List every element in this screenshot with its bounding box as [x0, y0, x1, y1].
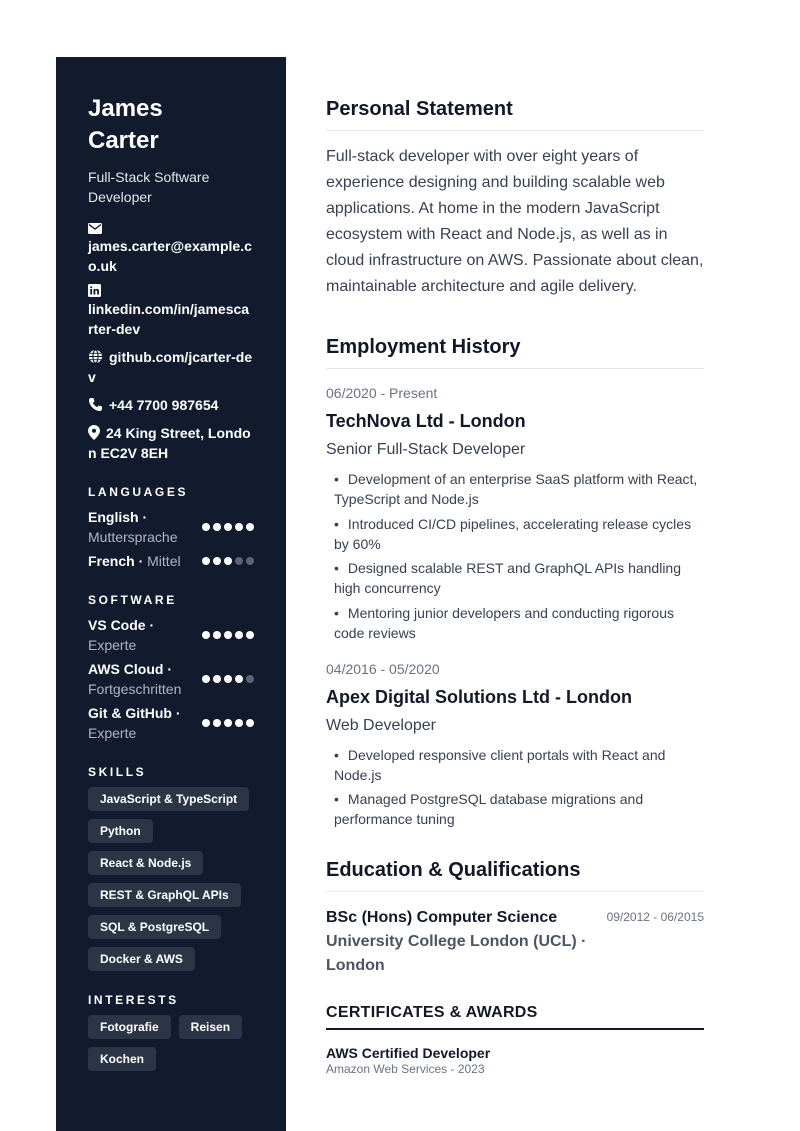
job-company: Apex Digital Solutions Ltd - London: [326, 686, 632, 707]
job-bullets: [326, 469, 704, 643]
job-bullet: • Introduced CI/CD pipelines, accelerating release cycles by 60%: [334, 514, 704, 554]
job-bullet: • Mentoring junior developers and conducting rigorous code reviews: [334, 603, 704, 643]
rating-dot-filled: [202, 631, 210, 639]
software-label: AWS Cloud · Fortgeschritten: [88, 661, 182, 697]
interests-heading: INTERESTS: [88, 993, 179, 1007]
software-heading: SOFTWARE: [88, 593, 177, 607]
software-row: [88, 615, 254, 655]
job-role: Senior Full-Stack Developer: [326, 441, 526, 458]
language-label: English · Muttersprache: [88, 509, 178, 545]
rating-dot-empty: [246, 675, 254, 683]
envelope-icon: [88, 223, 254, 234]
job-entry: [326, 383, 704, 643]
rating-dot-filled: [235, 631, 243, 639]
job-bullets: [326, 745, 704, 830]
linkedin-icon: [88, 284, 254, 297]
contact-address-text: 24 King Street, London EC2V 8EH: [88, 425, 251, 461]
sidebar: [56, 57, 286, 1131]
contact-github-text: github.com/jcarter-dev: [88, 349, 253, 385]
skills-tags: [88, 787, 254, 971]
rating-dot-empty: [235, 557, 243, 565]
rating-dot-filled: [202, 523, 210, 531]
main-content: [326, 98, 704, 1076]
rating-dots: [202, 675, 254, 683]
contact-list: [88, 223, 254, 463]
languages-heading: LANGUAGES: [88, 485, 189, 499]
globe-icon: [88, 349, 103, 364]
rating-dot-filled: [246, 719, 254, 727]
statement-heading: Personal Statement: [326, 98, 704, 131]
rating-dots: [202, 523, 254, 531]
rating-dot-filled: [224, 523, 232, 531]
software-label: Git & GitHub · Experte: [88, 705, 181, 741]
contact-phone-text: +44 7700 987654: [109, 397, 219, 413]
phone-icon: [88, 397, 103, 412]
language-row: [88, 507, 254, 547]
rating-dot-empty: [246, 557, 254, 565]
interest-tag: Fotografie: [88, 1015, 171, 1039]
rating-dot-filled: [202, 675, 210, 683]
contact-email[interactable]: [88, 223, 254, 276]
certificate-issuer: Amazon Web Services - 2023: [326, 1062, 485, 1076]
skill-tag: REST & GraphQL APIs: [88, 883, 241, 907]
rating-dot-filled: [213, 523, 221, 531]
candidate-name: James Carter: [88, 95, 163, 154]
job-company: TechNova Ltd - London: [326, 411, 526, 431]
rating-dots: [202, 631, 254, 639]
rating-dot-filled: [246, 523, 254, 531]
contact-phone[interactable]: [88, 395, 254, 415]
job-dates: 06/2020 - Present: [326, 385, 438, 401]
education-entry: [326, 906, 704, 978]
rating-dot-filled: [224, 675, 232, 683]
rating-dot-filled: [224, 631, 232, 639]
language-level: Mittel: [147, 553, 181, 569]
software-row: [88, 703, 254, 743]
software-name: AWS Cloud: [88, 661, 164, 677]
language-label: French · Mittel: [88, 553, 181, 569]
language-name: English: [88, 509, 139, 525]
statement-text: Full-stack developer with over eight years of experience designing and building scalable web applications. At home in the modern JavaScript ecosystem with React and Node.js, as well as in cloud infrastructure on AWS. Passionate about clean, maintainable architecture and agile delivery.: [326, 148, 704, 295]
software-row: [88, 659, 254, 699]
contact-linkedin[interactable]: [88, 284, 254, 339]
rating-dots: [202, 557, 254, 565]
job-title: Full-Stack Software Developer: [88, 169, 210, 205]
skills-heading: SKILLS: [88, 765, 147, 779]
language-row: [88, 551, 254, 571]
rating-dot-filled: [202, 719, 210, 727]
skill-tag: Python: [88, 819, 153, 843]
rating-dot-filled: [213, 719, 221, 727]
rating-dot-filled: [235, 719, 243, 727]
rating-dot-filled: [213, 631, 221, 639]
skill-tag: JavaScript & TypeScript: [88, 787, 249, 811]
rating-dot-filled: [213, 675, 221, 683]
rating-dots: [202, 719, 254, 727]
skill-tag: SQL & PostgreSQL: [88, 915, 221, 939]
languages-list: [88, 507, 254, 571]
rating-dot-filled: [235, 523, 243, 531]
job-bullet: • Developed responsive client portals with React and Node.js: [334, 745, 704, 785]
job-bullet: • Development of an enterprise SaaS platform with React, TypeScript and Node.js: [334, 469, 704, 509]
employment-heading: Employment History: [326, 336, 704, 369]
language-name: French: [88, 553, 135, 569]
education-details: [326, 906, 588, 978]
job-bullet: • Managed PostgreSQL database migrations and performance tuning: [334, 789, 704, 829]
software-level: Experte: [88, 637, 137, 653]
contact-email-text: james.carter@example.co.uk: [88, 238, 252, 274]
rating-dot-filled: [213, 557, 221, 565]
education-school: University College London (UCL) · London: [326, 933, 587, 974]
language-level: Muttersprache: [88, 529, 178, 545]
rating-dot-filled: [224, 719, 232, 727]
interest-tag: Reisen: [179, 1015, 242, 1039]
software-level: Experte: [88, 725, 137, 741]
software-list: [88, 615, 254, 743]
rating-dot-filled: [224, 557, 232, 565]
rating-dot-filled: [235, 675, 243, 683]
software-name: VS Code: [88, 617, 146, 633]
interest-tag: Kochen: [88, 1047, 156, 1071]
software-name: Git & GitHub: [88, 705, 172, 721]
contact-linkedin-text: linkedin.com/in/jamescarter-dev: [88, 301, 250, 337]
job-entry: [326, 659, 704, 830]
job-bullet: • Designed scalable REST and GraphQL APIs handling high concurrency: [334, 558, 704, 598]
skill-tag: Docker & AWS: [88, 947, 195, 971]
education-heading: Education & Qualifications: [326, 859, 704, 892]
rating-dot-filled: [202, 557, 210, 565]
software-label: VS Code · Experte: [88, 617, 155, 653]
education-dates: 09/2012 - 06/2015: [606, 910, 704, 924]
education-degree: BSc (Hons) Computer Science: [326, 909, 558, 926]
job-role: Web Developer: [326, 716, 436, 734]
contact-github[interactable]: [88, 347, 254, 387]
map-pin-icon: [88, 425, 100, 440]
interests-tags: [88, 1015, 254, 1071]
skill-tag: React & Node.js: [88, 851, 203, 875]
certificate-name: AWS Certified Developer: [326, 1045, 491, 1061]
job-dates: 04/2016 - 05/2020: [326, 660, 440, 677]
rating-dot-filled: [246, 631, 254, 639]
software-level: Fortgeschritten: [88, 681, 182, 697]
contact-address: [88, 423, 254, 463]
certificates-heading: CERTIFICATES & AWARDS: [326, 1004, 704, 1030]
